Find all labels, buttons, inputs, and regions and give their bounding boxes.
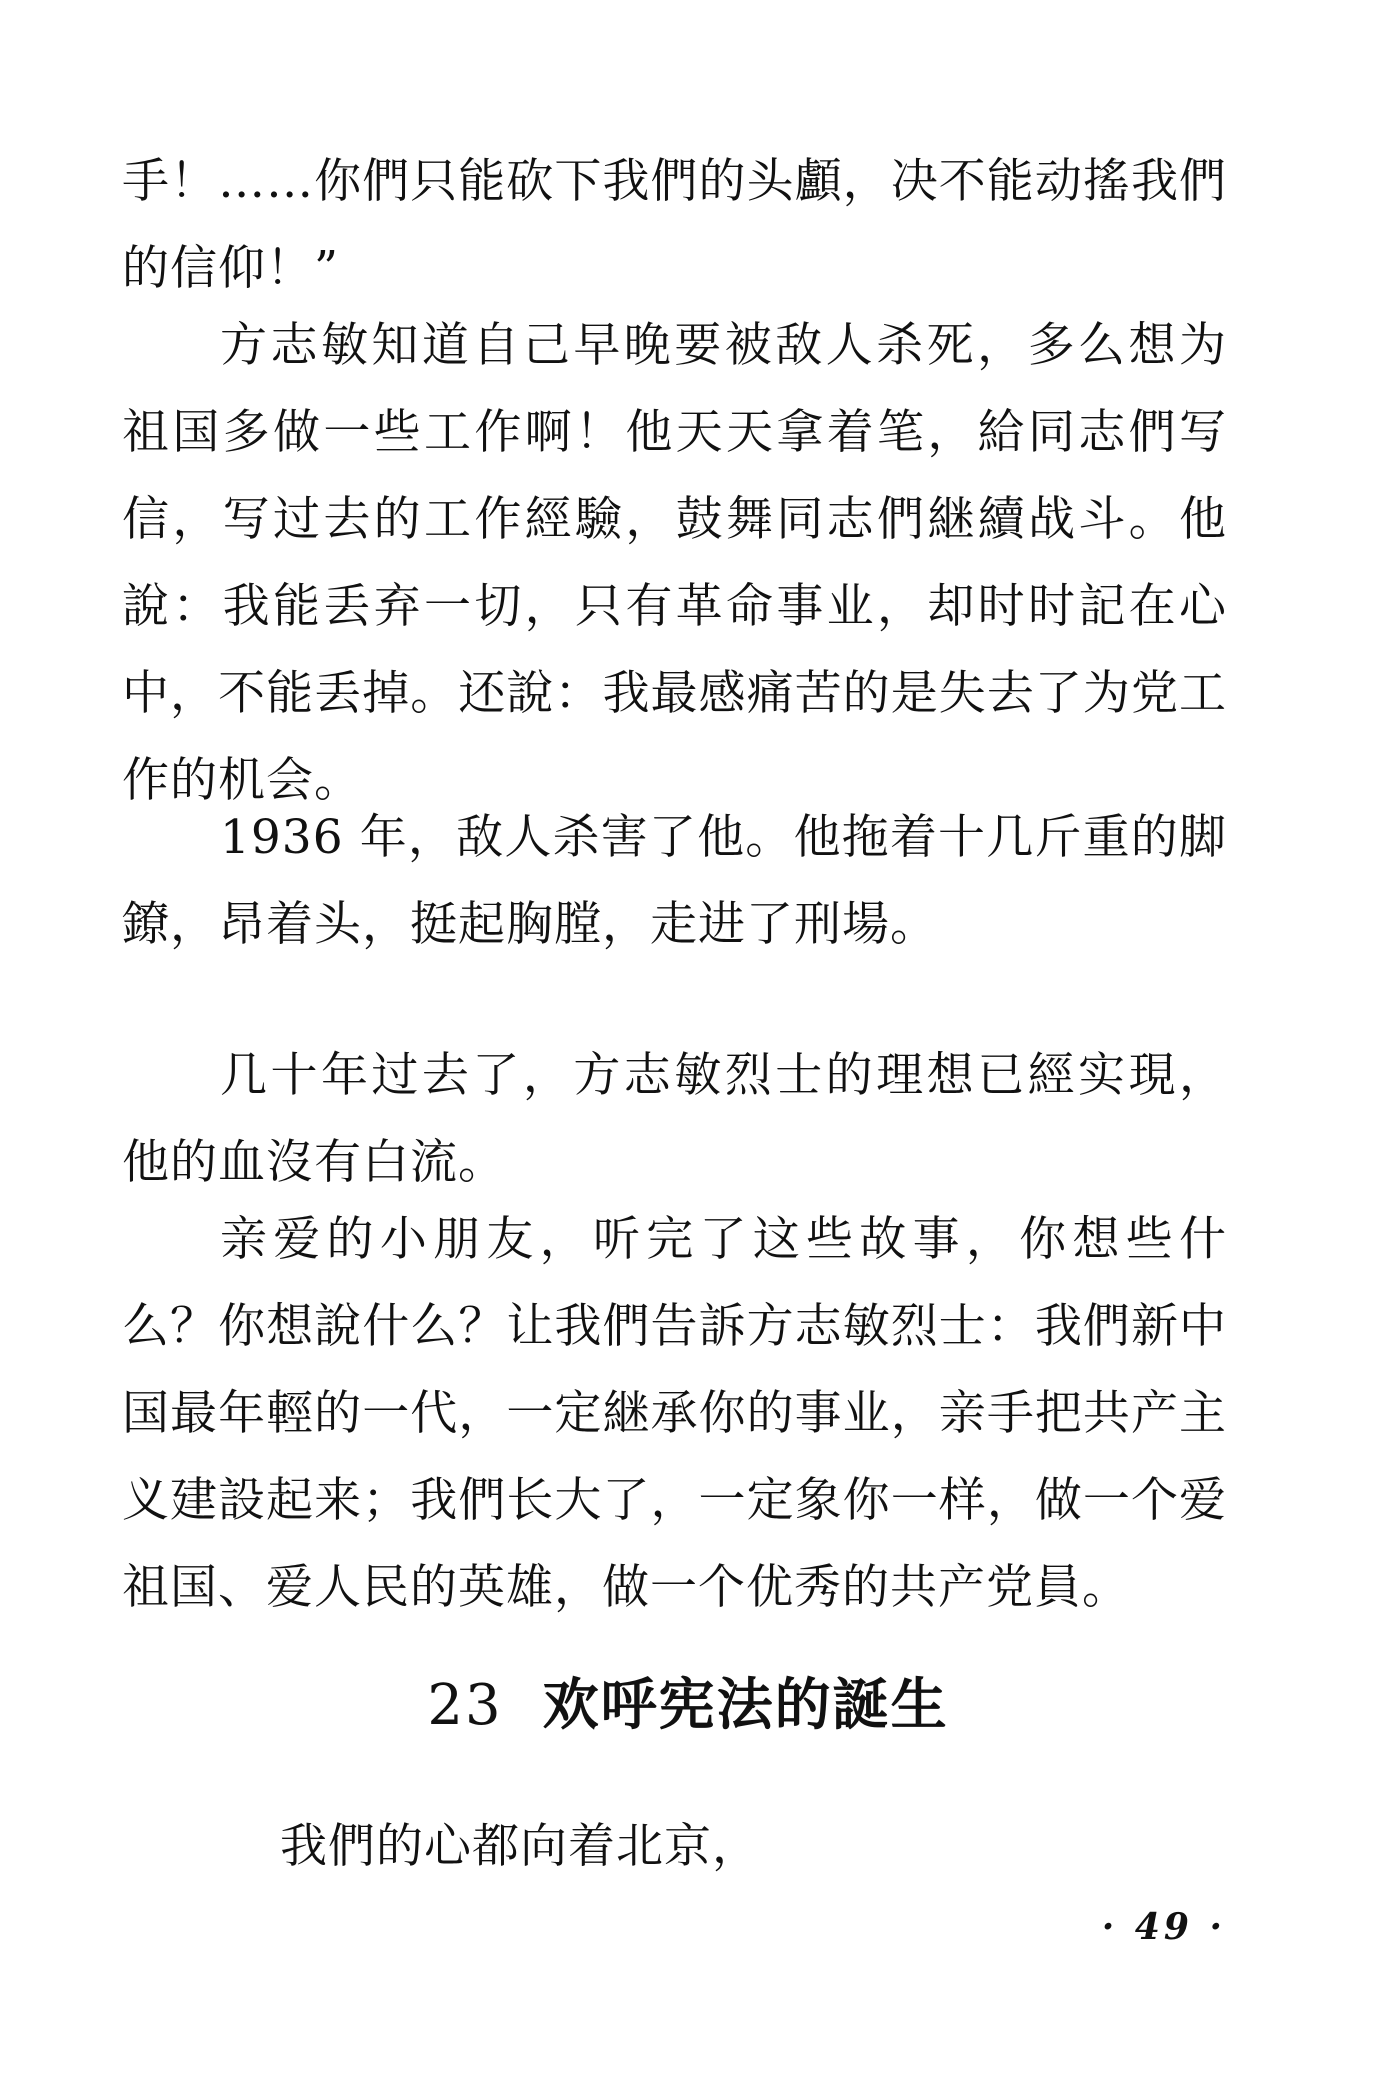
paragraph-fang-zhimin-letters: 方志敏知道自己早晚要被敌人杀死，多么想为祖国多做一些工作啊！他天天拿着笔，給同志們写信，写过去的工作經驗，鼓舞同志們継續战斗。他說：我能丢弃一切，只有革命事业，却时时記在心中，不能丢掉。还說：我最感痛苦的是失去了为党工作的机会。 [122, 318, 1227, 808]
section-heading [0, 1670, 1376, 1741]
section-number: 23 [427, 1673, 503, 1738]
section-title: 欢呼宪法的誕生 [542, 1672, 949, 1738]
paragraph-continuation: 手！……你們只能砍下我們的头顱，决不能动搖我們的信仰！” [122, 154, 1227, 296]
paragraph-execution-1936: 1936 年，敌人杀害了他。他拖着十几斤重的脚鐐，昂着头，挺起胸膛，走进了刑場。 [122, 810, 1227, 952]
paragraph-ideals-realized: 几十年过去了，方志敏烈士的理想已經实現，他的血沒有白流。 [122, 1048, 1227, 1190]
page-number: · 49 · [1101, 1906, 1226, 1948]
poem-first-line: 我們的心都向着北京， [280, 1819, 760, 1874]
paragraph-dear-children: 亲爱的小朋友，听完了这些故事，你想些什么？你想說什么？让我們告訴方志敏烈士：我們新中国最年輕的一代，一定継承你的事业，亲手把共产主义建設起来；我們长大了，一定象你一样，做一个爱祖国、爱人民的英雄，做一个优秀的共产党員。 [122, 1212, 1227, 1615]
